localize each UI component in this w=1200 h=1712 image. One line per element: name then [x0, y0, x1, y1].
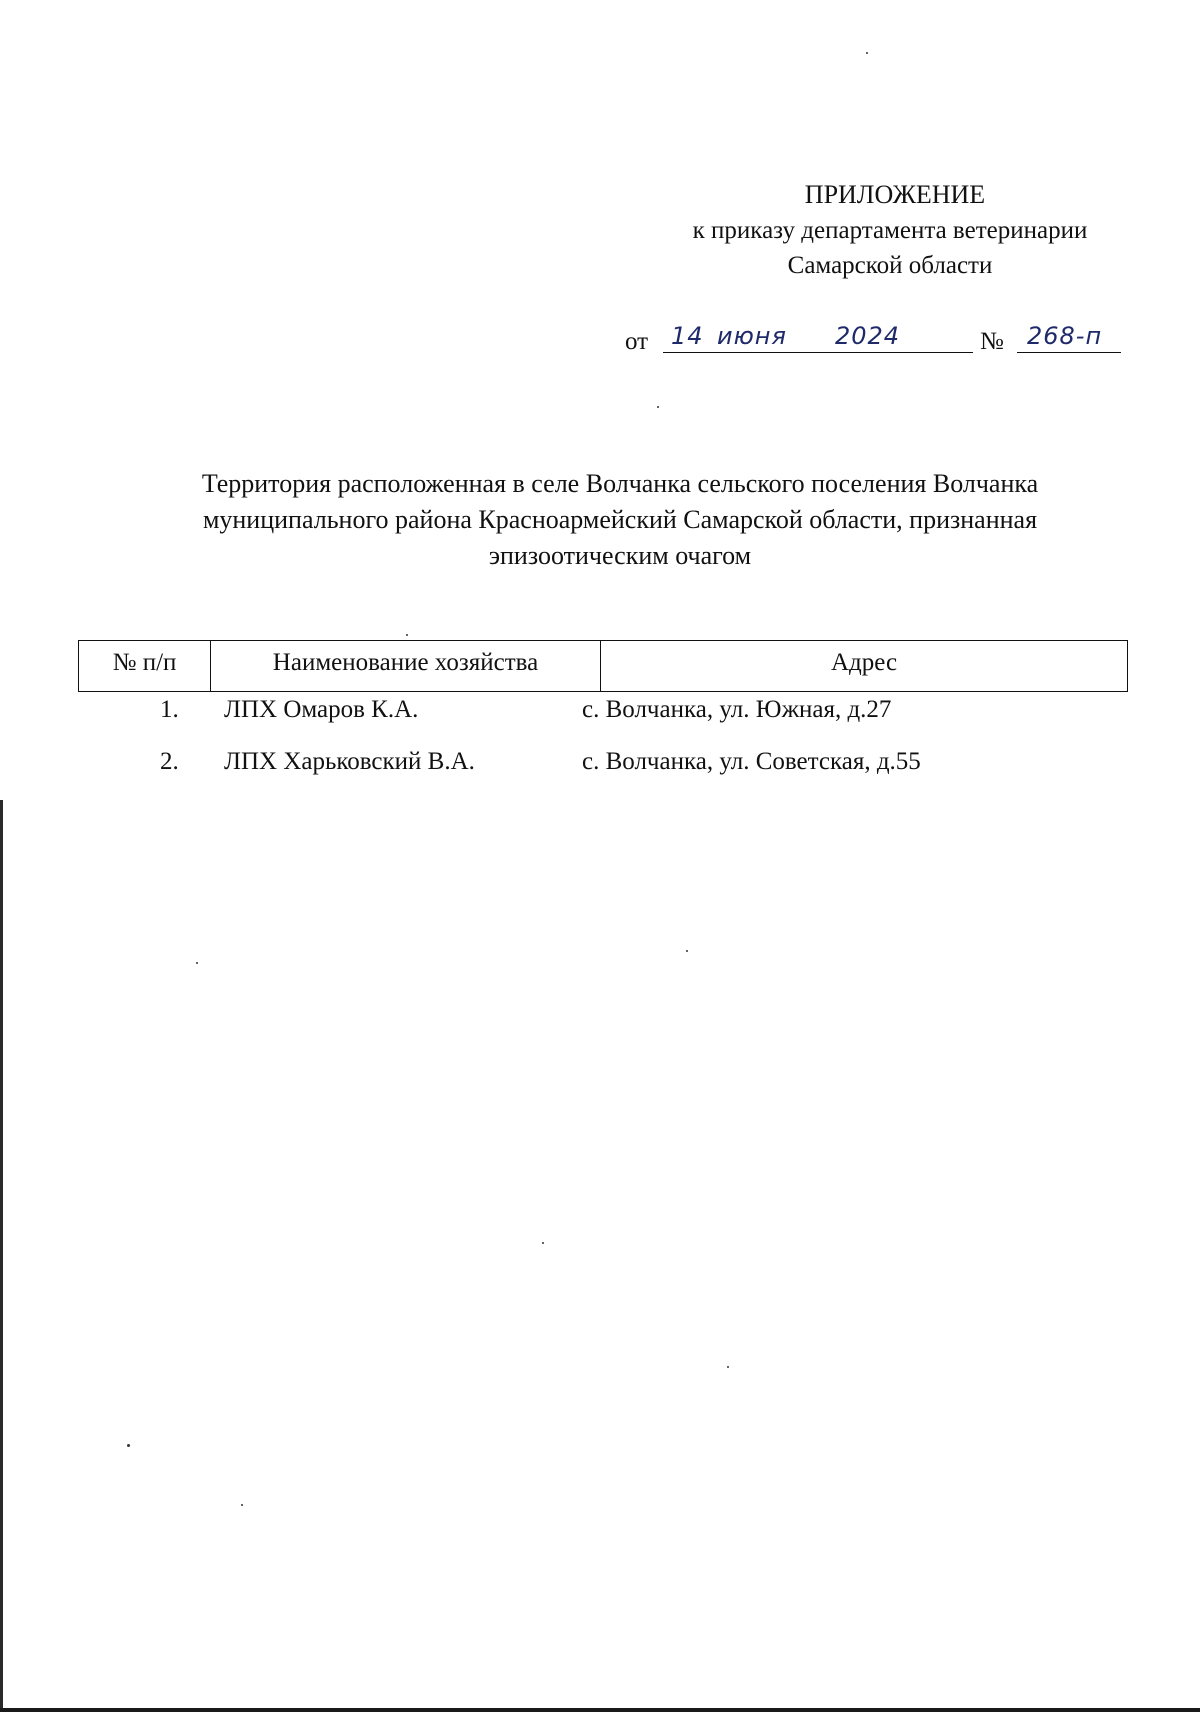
farm-address: с. Волчанка, ул. Южная, д.27	[582, 696, 892, 723]
document-title-line-2: муниципального района Красноармейский Самарской области, признанная	[202, 505, 1038, 534]
order-reference	[625, 322, 1125, 358]
document-title	[120, 466, 1120, 574]
table-header	[78, 640, 1128, 692]
order-date-field	[663, 322, 973, 353]
document-title-line-3: эпизоотическим очагом	[488, 541, 752, 570]
scan-speck	[686, 950, 688, 952]
row-number: 2.	[160, 748, 179, 775]
row-number: 1.	[160, 696, 179, 723]
column-header-number: № п/п	[79, 641, 211, 691]
scan-speck	[196, 962, 198, 964]
order-date-label: от	[625, 328, 649, 355]
order-date-day: 14	[671, 322, 704, 350]
scan-speck	[866, 52, 868, 54]
order-date-year: 2024	[835, 322, 901, 350]
scan-edge-bottom	[0, 1708, 1200, 1712]
order-number-field	[1017, 322, 1121, 353]
appendix-title: ПРИЛОЖЕНИЕ	[804, 180, 986, 209]
table-row	[78, 748, 1128, 792]
appendix-line-order: к приказу департамента ветеринарии	[692, 217, 1088, 244]
farm-name: ЛПХ Омаров К.А.	[224, 696, 419, 723]
document-title-line-1: Территория расположенная в селе Волчанка сельского поселения Волчанка	[201, 469, 1039, 498]
scan-speck	[542, 1242, 544, 1244]
scan-speck	[727, 1366, 729, 1368]
order-number-value: 268-п	[1027, 322, 1103, 350]
order-number-label: №	[980, 328, 1004, 355]
farm-address: с. Волчанка, ул. Советская, д.55	[582, 748, 921, 775]
column-header-farm-name: Наименование хозяйства	[211, 641, 601, 691]
scan-speck	[241, 1504, 243, 1506]
column-header-address: Адрес	[830, 649, 898, 676]
scan-edge-left	[0, 800, 3, 1708]
scan-speck	[127, 1444, 130, 1447]
farm-name: ЛПХ Харьковский В.А.	[224, 748, 475, 775]
scan-speck	[657, 406, 659, 408]
table-row	[78, 696, 1128, 740]
appendix-line-region: Самарской области	[787, 252, 993, 279]
scan-speck	[406, 634, 408, 636]
order-date-month: июня	[717, 322, 787, 350]
